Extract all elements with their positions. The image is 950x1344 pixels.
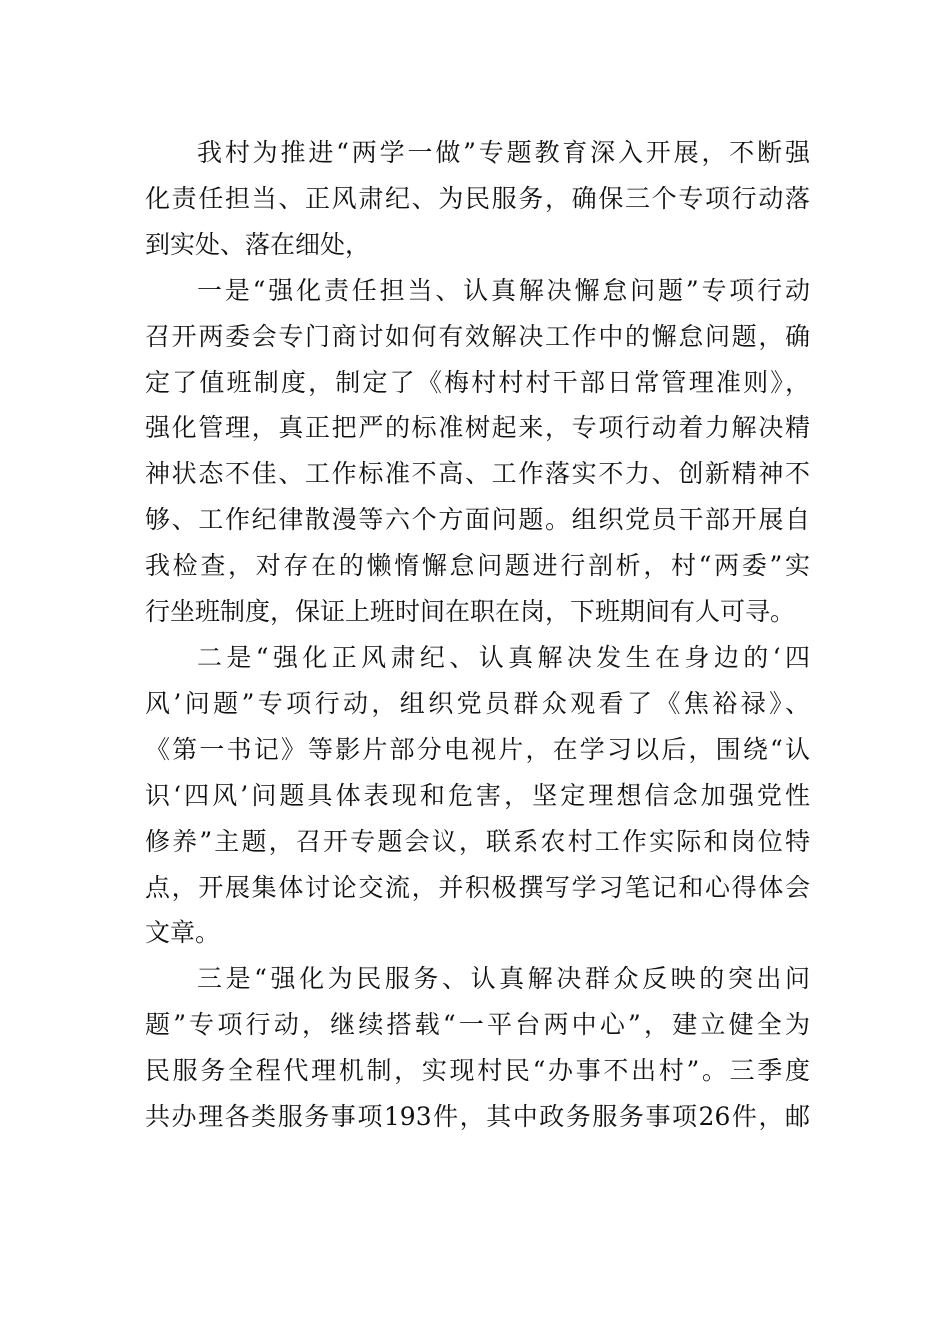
text-line: 二是“强化正风肃纪、认真解决发生在身边的‘四 (197, 642, 810, 672)
text-line: 到实处、落在细处， (145, 229, 371, 259)
paragraph-item-two (145, 635, 810, 956)
text-line: 强化管理，真正把严的标准树起来，专项行动着力解决精 (145, 413, 810, 443)
text-line: 民服务全程代理机制，实现村民“办事不出村”。三季度 (145, 1056, 810, 1086)
text-line: 题”专项行动，继续搭载“一平台两中心”，建立健全为 (145, 1010, 810, 1040)
text-line: 修养”主题，召开专题会议，联系农村工作实际和岗位特 (145, 826, 810, 856)
text-line: 文章。 (145, 918, 221, 948)
text-line: 神状态不佳、工作标准不高、工作落实不力、创新精神不 (145, 459, 810, 489)
text-line: 我村为推进“两学一做”专题教育深入开展，不断强 (197, 138, 810, 167)
text-line: 点，开展集体讨论交流，并积极撰写学习笔记和心得体会 (145, 872, 810, 902)
paragraph-item-three (145, 956, 810, 1140)
text-line: 风’问题”专项行动，组织党员群众观看了《焦裕禄》、 (145, 688, 810, 718)
text-line: 三是“强化为民服务、认真解决群众反映的突出问 (197, 964, 810, 994)
paragraph-item-one (145, 268, 810, 635)
text-line: 我检查，对存在的懒惰懈怠问题进行剖析，村“两委”实 (145, 551, 810, 581)
text-line: 定了值班制度，制定了《梅村村村干部日常管理准则》， (145, 367, 810, 397)
document-body (145, 130, 810, 1140)
text-line: 化责任担当、正风肃纪、为民服务，确保三个专项行动落 (145, 183, 810, 213)
paragraph-intro (145, 130, 810, 268)
text-line: 《第一书记》等影片部分电视片，在学习以后，围绕“认 (145, 734, 810, 764)
text-line: 共办理各类服务事项193件，其中政务服务事项26件，邮 (145, 1102, 810, 1132)
text-line: 识‘四风’问题具体表现和危害，坚定理想信念加强党性 (145, 780, 810, 810)
text-line: 行坐班制度，保证上班时间在职在岗，下班期间有人可寻。 (145, 597, 796, 627)
text-line: 召开两委会专门商讨如何有效解决工作中的懈怠问题，确 (145, 321, 810, 351)
text-line: 够、工作纪律散漫等六个方面问题。组织党员干部开展自 (145, 505, 810, 535)
text-line: 一是“强化责任担当、认真解决懈怠问题”专项行动 (197, 275, 810, 305)
